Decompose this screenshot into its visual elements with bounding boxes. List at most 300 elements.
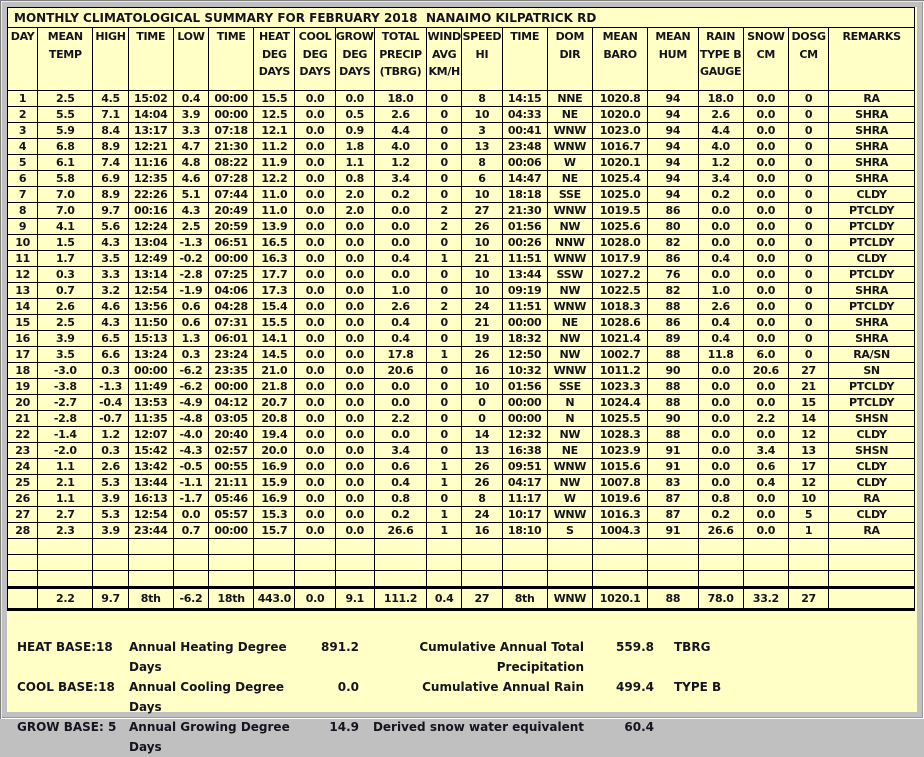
cell-dom_dir: NE	[547, 443, 592, 459]
cell-day: 4	[8, 139, 38, 155]
cell-high: 5.3	[93, 475, 128, 491]
cell-low: -1.3	[173, 235, 208, 251]
cell-dosg_cm: 0	[788, 155, 828, 171]
cell-dom_dir: NE	[547, 171, 592, 187]
cell-grow_deg_days: 0.8	[335, 171, 374, 187]
cell-dom_dir: NW	[547, 283, 592, 299]
cell-mean_baro: 1028.3	[592, 427, 647, 443]
summary-cell-total_precip: 111.2	[374, 588, 426, 610]
cell-mean_temp: 1.5	[38, 235, 93, 251]
cell-dom_dir: NNW	[547, 235, 592, 251]
cell-high: 1.2	[93, 427, 128, 443]
table-row	[8, 347, 915, 363]
cell-high: 3.9	[93, 523, 128, 539]
blank-cell-heat_deg_days	[254, 555, 295, 571]
cell-low: 3.3	[173, 123, 208, 139]
cell-heat_deg_days: 11.9	[254, 155, 295, 171]
cell-mean_temp: 2.7	[38, 507, 93, 523]
cell-low: 4.3	[173, 203, 208, 219]
cell-high_time: 16:13	[128, 491, 173, 507]
cell-day: 14	[8, 299, 38, 315]
table-row	[8, 459, 915, 475]
table-row	[8, 267, 915, 283]
cell-low: 0.7	[173, 523, 208, 539]
column-header-heat_deg_days: HEAT DEG DAYS	[254, 28, 295, 91]
summary-cell-mean_hum: 88	[648, 588, 698, 610]
column-header-remarks: REMARKS	[829, 28, 915, 91]
blank-cell-heat_deg_days	[254, 539, 295, 555]
annual-cooling-label: Annual Cooling Degree Days	[129, 680, 285, 714]
cell-low: 0.4	[173, 91, 208, 107]
cell-speed_time: 14:15	[502, 91, 547, 107]
cell-rain_gauge: 18.0	[698, 91, 743, 107]
cell-high_time: 12:07	[128, 427, 173, 443]
cell-rain_gauge: 0.0	[698, 395, 743, 411]
cell-high_time: 11:16	[128, 155, 173, 171]
cell-day: 1	[8, 91, 38, 107]
cell-speed_hi: 8	[462, 491, 502, 507]
cell-mean_baro: 1007.8	[592, 475, 647, 491]
cell-mean_hum: 88	[648, 299, 698, 315]
cell-cool_deg_days: 0.0	[295, 363, 335, 379]
table-row	[8, 299, 915, 315]
cell-low: 0.6	[173, 315, 208, 331]
cell-remarks: RA	[829, 523, 915, 539]
cell-mean_temp: 5.9	[38, 123, 93, 139]
cell-speed_time: 14:47	[502, 171, 547, 187]
blank-cell-heat_deg_days	[254, 571, 295, 588]
cell-grow_deg_days: 0.0	[335, 491, 374, 507]
summary-cell-speed_time: 8th	[502, 588, 547, 610]
blank-cell-snow_cm	[743, 555, 788, 571]
cell-remarks: PTCLDY	[829, 395, 915, 411]
cell-high_time: 13:42	[128, 459, 173, 475]
cell-grow_deg_days: 2.0	[335, 203, 374, 219]
cell-cool_deg_days: 0.0	[295, 251, 335, 267]
column-header-mean_baro: MEAN BARO	[592, 28, 647, 91]
cell-total_precip: 0.0	[374, 379, 426, 395]
blank-cell-cool_deg_days	[295, 555, 335, 571]
cell-rain_gauge: 0.0	[698, 459, 743, 475]
cell-speed_hi: 0	[462, 411, 502, 427]
cell-snow_cm: 0.0	[743, 123, 788, 139]
cell-snow_cm: 0.0	[743, 171, 788, 187]
cell-high: 8.9	[93, 139, 128, 155]
cell-high: 5.6	[93, 219, 128, 235]
cell-rain_gauge: 0.4	[698, 331, 743, 347]
cell-speed_hi: 16	[462, 523, 502, 539]
blank-cell-cool_deg_days	[295, 539, 335, 555]
snow-water-equivalent-value: 60.4	[624, 720, 654, 734]
cell-snow_cm: 0.0	[743, 91, 788, 107]
cell-dom_dir: WNW	[547, 459, 592, 475]
cell-high_time: 13:53	[128, 395, 173, 411]
cell-dosg_cm: 10	[788, 491, 828, 507]
cell-wind_avg: 1	[427, 251, 462, 267]
cumulative-precip-label: Cumulative Annual Total Precipitation	[419, 640, 584, 674]
table-row	[8, 155, 915, 171]
cell-dom_dir: NE	[547, 107, 592, 123]
cell-snow_cm: 0.0	[743, 267, 788, 283]
cell-heat_deg_days: 11.0	[254, 187, 295, 203]
cell-high_time: 12:49	[128, 251, 173, 267]
cell-snow_cm: 0.4	[743, 475, 788, 491]
cell-grow_deg_days: 0.0	[335, 91, 374, 107]
cell-dom_dir: N	[547, 411, 592, 427]
cell-high: 6.5	[93, 331, 128, 347]
summary-cell-day	[8, 588, 38, 610]
footer-row	[17, 677, 917, 717]
cell-mean_hum: 86	[648, 203, 698, 219]
cell-mean_temp: 7.0	[38, 187, 93, 203]
cell-rain_gauge: 0.0	[698, 411, 743, 427]
cell-high: 3.2	[93, 283, 128, 299]
cell-grow_deg_days: 0.0	[335, 331, 374, 347]
cell-dosg_cm: 0	[788, 139, 828, 155]
summary-cell-mean_temp: 2.2	[38, 588, 93, 610]
cell-mean_hum: 82	[648, 235, 698, 251]
cell-rain_gauge: 0.0	[698, 379, 743, 395]
cell-total_precip: 0.0	[374, 219, 426, 235]
blank-cell-mean_hum	[648, 571, 698, 588]
cell-cool_deg_days: 0.0	[295, 395, 335, 411]
cell-total_precip: 0.2	[374, 507, 426, 523]
cell-low_time: 23:35	[209, 363, 254, 379]
cell-cool_deg_days: 0.0	[295, 331, 335, 347]
cell-low_time: 05:57	[209, 507, 254, 523]
cell-grow_deg_days: 0.0	[335, 363, 374, 379]
cell-dosg_cm: 0	[788, 91, 828, 107]
cell-mean_baro: 1020.1	[592, 155, 647, 171]
cell-rain_gauge: 0.0	[698, 219, 743, 235]
cell-high_time: 00:00	[128, 363, 173, 379]
column-header-speed_time: TIME	[502, 28, 547, 91]
cell-snow_cm: 0.0	[743, 251, 788, 267]
cell-rain_gauge: 0.4	[698, 315, 743, 331]
cell-grow_deg_days: 0.0	[335, 347, 374, 363]
blank-cell-dosg_cm	[788, 555, 828, 571]
blank-cell-dosg_cm	[788, 571, 828, 588]
cell-remarks: SHRA	[829, 139, 915, 155]
cell-speed_time: 09:51	[502, 459, 547, 475]
summary-cell-dosg_cm: 27	[788, 588, 828, 610]
cell-mean_baro: 1023.3	[592, 379, 647, 395]
cell-day: 11	[8, 251, 38, 267]
cell-low_time: 00:00	[209, 523, 254, 539]
table-row	[8, 107, 915, 123]
cell-wind_avg: 0	[427, 363, 462, 379]
cell-heat_deg_days: 17.7	[254, 267, 295, 283]
cell-total_precip: 4.4	[374, 123, 426, 139]
cell-dom_dir: WNW	[547, 251, 592, 267]
cell-speed_hi: 13	[462, 139, 502, 155]
cell-speed_time: 23:48	[502, 139, 547, 155]
cell-dosg_cm: 0	[788, 107, 828, 123]
blank-cell-low	[173, 555, 208, 571]
annual-heating-label: Annual Heating Degree Days	[129, 640, 287, 674]
cell-speed_time: 00:06	[502, 155, 547, 171]
cell-dom_dir: W	[547, 491, 592, 507]
cell-speed_hi: 24	[462, 299, 502, 315]
cell-mean_hum: 88	[648, 395, 698, 411]
cell-total_precip: 0.6	[374, 459, 426, 475]
cell-day: 10	[8, 235, 38, 251]
cell-wind_avg: 1	[427, 475, 462, 491]
cell-total_precip: 0.0	[374, 427, 426, 443]
summary-cell-heat_deg_days: 443.0	[254, 588, 295, 610]
blank-cell-high_time	[128, 539, 173, 555]
cell-mean_hum: 91	[648, 443, 698, 459]
cell-speed_hi: 13	[462, 443, 502, 459]
cell-remarks: PTCLDY	[829, 299, 915, 315]
cell-wind_avg: 0	[427, 267, 462, 283]
cell-grow_deg_days: 0.0	[335, 395, 374, 411]
cell-dosg_cm: 0	[788, 219, 828, 235]
column-header-total_precip: TOTAL PRECIP (TBRG)	[374, 28, 426, 91]
cell-snow_cm: 0.0	[743, 379, 788, 395]
cell-wind_avg: 0	[427, 411, 462, 427]
blank-cell-low_time	[209, 555, 254, 571]
snow-water-equivalent-label: Derived snow water equivalent	[372, 720, 584, 734]
cell-low: 4.6	[173, 171, 208, 187]
cell-high: 8.9	[93, 187, 128, 203]
cell-speed_time: 01:56	[502, 219, 547, 235]
blank-cell-dom_dir	[547, 571, 592, 588]
cell-dosg_cm: 0	[788, 299, 828, 315]
cell-dom_dir: NNE	[547, 91, 592, 107]
cell-low: 0.6	[173, 299, 208, 315]
cell-wind_avg: 2	[427, 203, 462, 219]
cell-low_time: 07:28	[209, 171, 254, 187]
cell-low: -2.8	[173, 267, 208, 283]
blank-cell-high	[93, 571, 128, 588]
cell-heat_deg_days: 12.2	[254, 171, 295, 187]
cell-low_time: 05:46	[209, 491, 254, 507]
cell-rain_gauge: 4.0	[698, 139, 743, 155]
cell-dom_dir: WNW	[547, 299, 592, 315]
cell-snow_cm: 0.0	[743, 203, 788, 219]
blank-cell-mean_temp	[38, 555, 93, 571]
blank-cell-speed_hi	[462, 539, 502, 555]
cell-mean_baro: 1028.0	[592, 235, 647, 251]
cell-dom_dir: NW	[547, 427, 592, 443]
cell-mean_hum: 89	[648, 331, 698, 347]
cell-rain_gauge: 1.2	[698, 155, 743, 171]
table-row	[8, 411, 915, 427]
blank-cell-low_time	[209, 571, 254, 588]
cell-mean_temp: 3.5	[38, 347, 93, 363]
table-row	[8, 331, 915, 347]
table-row	[8, 475, 915, 491]
cell-low: -6.2	[173, 379, 208, 395]
cell-remarks: PTCLDY	[829, 379, 915, 395]
cell-cool_deg_days: 0.0	[295, 107, 335, 123]
blank-row	[8, 539, 915, 555]
cell-day: 7	[8, 187, 38, 203]
cell-remarks: SHRA	[829, 107, 915, 123]
cell-low_time: 00:00	[209, 107, 254, 123]
cell-dosg_cm: 15	[788, 395, 828, 411]
cell-snow_cm: 3.4	[743, 443, 788, 459]
cell-speed_hi: 10	[462, 235, 502, 251]
cell-speed_hi: 19	[462, 331, 502, 347]
cell-cool_deg_days: 0.0	[295, 219, 335, 235]
cell-mean_temp: 4.1	[38, 219, 93, 235]
cool-base-label: COOL BASE:18	[17, 680, 115, 694]
cell-low_time: 20:40	[209, 427, 254, 443]
summary-cell-mean_baro: 1020.1	[592, 588, 647, 610]
cell-high_time: 12:35	[128, 171, 173, 187]
table-row	[8, 171, 915, 187]
report-title: MONTHLY CLIMATOLOGICAL SUMMARY FOR FEBRUARY 2018	[14, 10, 418, 25]
column-header-speed_hi: SPEED HI	[462, 28, 502, 91]
blank-cell-dom_dir	[547, 555, 592, 571]
cell-mean_baro: 1027.2	[592, 267, 647, 283]
cell-dosg_cm: 14	[788, 411, 828, 427]
cell-mean_temp: -2.0	[38, 443, 93, 459]
cell-cool_deg_days: 0.0	[295, 235, 335, 251]
cell-day: 5	[8, 155, 38, 171]
cell-heat_deg_days: 16.3	[254, 251, 295, 267]
cell-speed_hi: 27	[462, 203, 502, 219]
cell-total_precip: 0.0	[374, 203, 426, 219]
cell-wind_avg: 1	[427, 459, 462, 475]
blank-cell-grow_deg_days	[335, 555, 374, 571]
cell-grow_deg_days: 0.0	[335, 299, 374, 315]
column-header-day: DAY	[8, 28, 38, 91]
cell-rain_gauge: 0.0	[698, 427, 743, 443]
grow-base-label: GROW BASE: 5	[17, 720, 117, 734]
cell-speed_time: 01:56	[502, 379, 547, 395]
cell-speed_time: 00:26	[502, 235, 547, 251]
cell-speed_time: 09:19	[502, 283, 547, 299]
cell-day: 27	[8, 507, 38, 523]
cell-rain_gauge: 1.0	[698, 283, 743, 299]
cell-wind_avg: 2	[427, 219, 462, 235]
cell-dosg_cm: 13	[788, 443, 828, 459]
cell-total_precip: 3.4	[374, 171, 426, 187]
blank-cell-high_time	[128, 571, 173, 588]
cell-heat_deg_days: 12.1	[254, 123, 295, 139]
cell-remarks: CLDY	[829, 507, 915, 523]
cell-mean_temp: 3.9	[38, 331, 93, 347]
cell-grow_deg_days: 0.0	[335, 427, 374, 443]
table-row	[8, 427, 915, 443]
blank-cell-grow_deg_days	[335, 571, 374, 588]
cell-snow_cm: 6.0	[743, 347, 788, 363]
cell-wind_avg: 0	[427, 331, 462, 347]
cell-high_time: 13:04	[128, 235, 173, 251]
cell-wind_avg: 0	[427, 427, 462, 443]
blank-row	[8, 555, 915, 571]
summary-cell-high_time: 8th	[128, 588, 173, 610]
cell-mean_hum: 94	[648, 123, 698, 139]
cell-dom_dir: NW	[547, 475, 592, 491]
cell-speed_time: 10:32	[502, 363, 547, 379]
cell-high_time: 13:56	[128, 299, 173, 315]
cell-grow_deg_days: 0.0	[335, 235, 374, 251]
cell-high: 3.9	[93, 491, 128, 507]
cell-remarks: CLDY	[829, 427, 915, 443]
cell-dosg_cm: 0	[788, 251, 828, 267]
cell-speed_time: 00:00	[502, 411, 547, 427]
cell-total_precip: 4.0	[374, 139, 426, 155]
cumulative-rain-value: 499.4	[616, 680, 654, 694]
cell-high_time: 15:13	[128, 331, 173, 347]
cell-low: 5.1	[173, 187, 208, 203]
cell-day: 26	[8, 491, 38, 507]
cell-high_time: 11:49	[128, 379, 173, 395]
cell-mean_baro: 1020.0	[592, 107, 647, 123]
cell-snow_cm: 0.0	[743, 331, 788, 347]
cell-remarks: PTCLDY	[829, 267, 915, 283]
cell-high: -0.4	[93, 395, 128, 411]
cell-wind_avg: 1	[427, 347, 462, 363]
cell-rain_gauge: 26.6	[698, 523, 743, 539]
cell-low: -4.3	[173, 443, 208, 459]
blank-cell-remarks	[829, 555, 915, 571]
cell-dosg_cm: 0	[788, 171, 828, 187]
cell-speed_hi: 26	[462, 459, 502, 475]
cell-remarks: PTCLDY	[829, 203, 915, 219]
cell-total_precip: 17.8	[374, 347, 426, 363]
cell-low_time: 00:00	[209, 379, 254, 395]
cell-heat_deg_days: 13.9	[254, 219, 295, 235]
cell-day: 24	[8, 459, 38, 475]
blank-cell-mean_hum	[648, 555, 698, 571]
cell-total_precip: 1.2	[374, 155, 426, 171]
cell-snow_cm: 20.6	[743, 363, 788, 379]
cell-mean_temp: 1.7	[38, 251, 93, 267]
cell-speed_hi: 10	[462, 267, 502, 283]
cell-mean_temp: 7.0	[38, 203, 93, 219]
table-row	[8, 187, 915, 203]
cell-low_time: 00:00	[209, 91, 254, 107]
cell-remarks: SHRA	[829, 331, 915, 347]
cell-dom_dir: NW	[547, 219, 592, 235]
cell-low: 3.9	[173, 107, 208, 123]
cell-speed_time: 10:17	[502, 507, 547, 523]
footer-row	[17, 637, 917, 677]
cell-high_time: 13:24	[128, 347, 173, 363]
cumulative-precip-value: 559.8	[616, 640, 654, 654]
cell-mean_hum: 88	[648, 379, 698, 395]
cell-grow_deg_days: 2.0	[335, 187, 374, 203]
cell-cool_deg_days: 0.0	[295, 283, 335, 299]
cell-low: 2.5	[173, 219, 208, 235]
cell-dom_dir: N	[547, 395, 592, 411]
cell-speed_time: 13:44	[502, 267, 547, 283]
cell-low: -1.1	[173, 475, 208, 491]
cell-cool_deg_days: 0.0	[295, 523, 335, 539]
cell-remarks: CLDY	[829, 251, 915, 267]
cell-dosg_cm: 21	[788, 379, 828, 395]
cell-low_time: 21:11	[209, 475, 254, 491]
column-header-grow_deg_days: GROW DEG DAYS	[335, 28, 374, 91]
cell-snow_cm: 0.0	[743, 427, 788, 443]
cell-grow_deg_days: 0.0	[335, 315, 374, 331]
cell-dom_dir: WNW	[547, 363, 592, 379]
cell-high_time: 13:14	[128, 267, 173, 283]
cell-dom_dir: SSW	[547, 267, 592, 283]
cell-high: -0.7	[93, 411, 128, 427]
cell-grow_deg_days: 0.0	[335, 475, 374, 491]
cell-snow_cm: 0.0	[743, 299, 788, 315]
blank-cell-cool_deg_days	[295, 571, 335, 588]
blank-cell-day	[8, 555, 38, 571]
cell-grow_deg_days: 0.0	[335, 459, 374, 475]
blank-cell-rain_gauge	[698, 571, 743, 588]
